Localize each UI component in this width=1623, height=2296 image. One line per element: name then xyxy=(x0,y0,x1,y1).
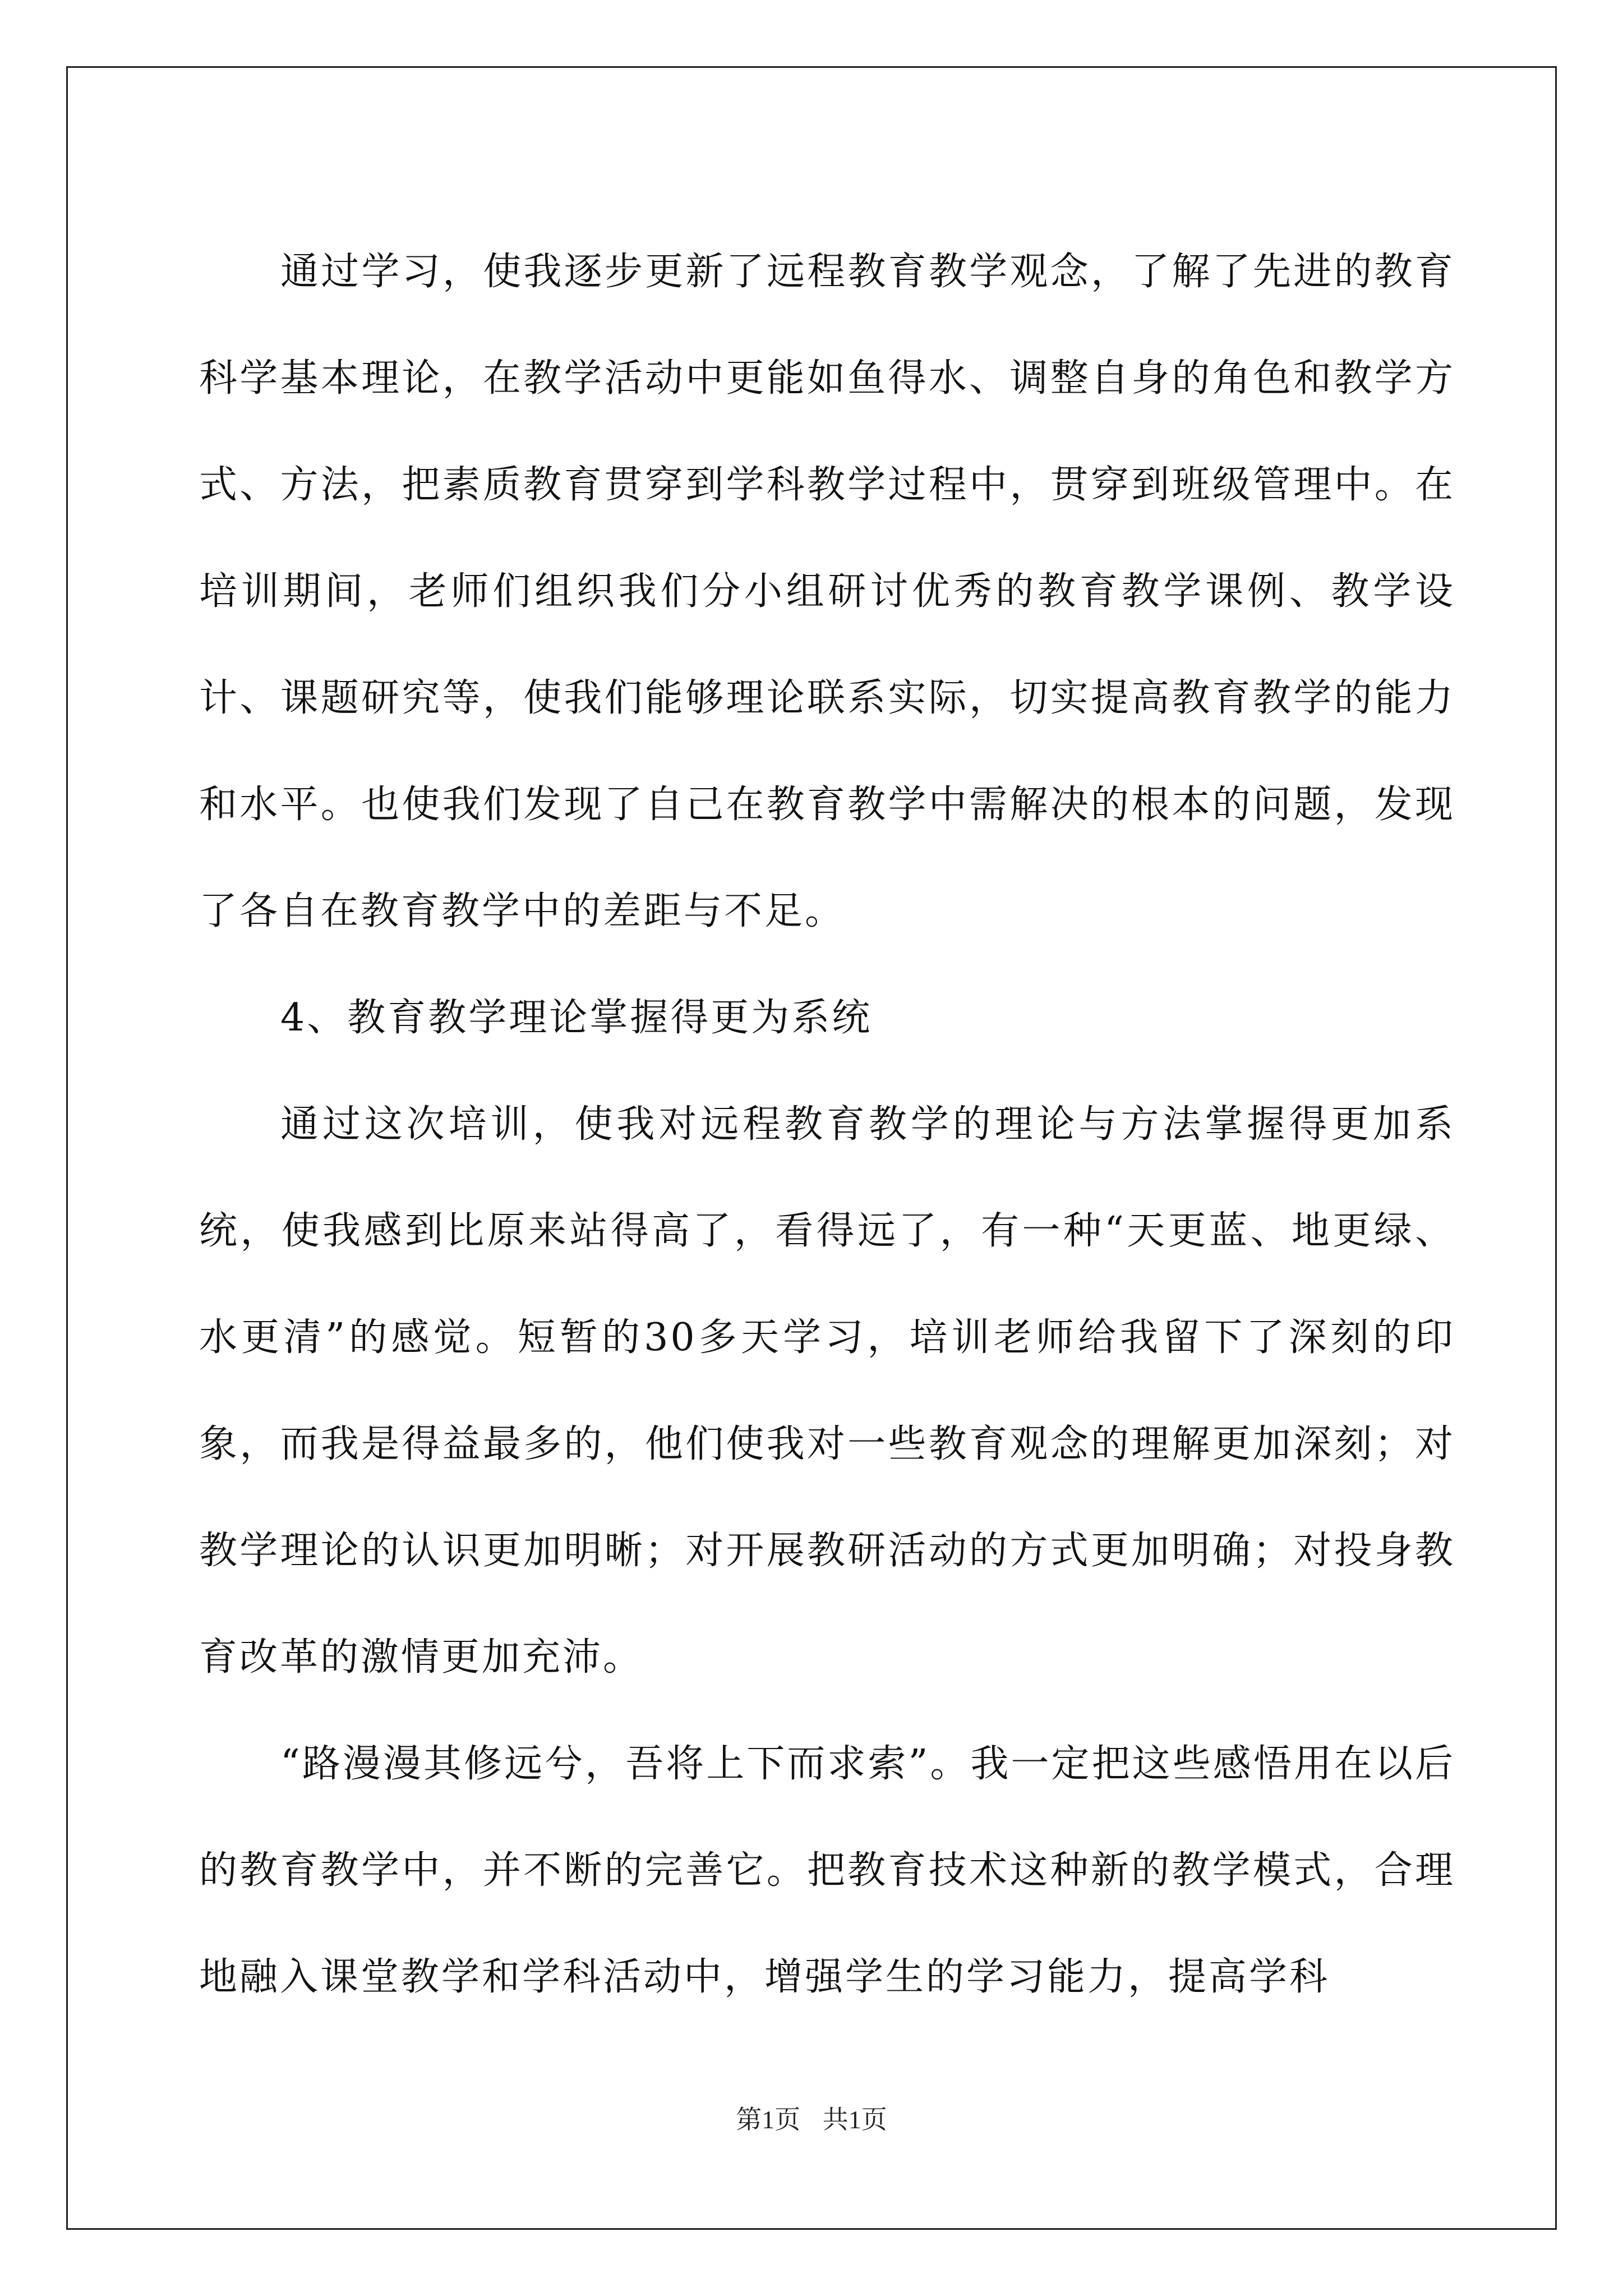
paragraph-1: 通过学习，使我逐步更新了远程教育教学观念，了解了先进的教育科学基本理论，在教学活动中更能如鱼得水、调整自身的角色和教学方式、方法，把素质教育贯穿到学科教学过程中，贯穿到班级管理中。在培训期间，老师们组织我们分小组研讨优秀的教育教学课例、教学设计、课题研究等，使我们能够理论联系实际，切实提高教育教学的能力和水平。也使我们发现了自己在教育教学中需解决的根本的问题，发现了各自在教育教学中的差距与不足。 xyxy=(199,250,1455,933)
document-body xyxy=(199,219,1455,2031)
paragraph-3: “路漫漫其修远兮，吾将上下而求索”。我一定把这些感悟用在以后的教育教学中，并不断的完善它。把教育技术这种新的教学模式，合理地融入课堂教学和学科活动中，增强学生的学习能力，提高学科 xyxy=(199,1742,1455,1999)
page-total: 共1页 xyxy=(822,2105,887,2134)
page-number: 第1页 xyxy=(736,2105,801,2134)
section-heading: 4、教育教学理论掌握得更为系统 xyxy=(280,996,873,1040)
page-footer xyxy=(0,2099,1623,2136)
paragraph-2: 通过这次培训，使我对远程教育教学的理论与方法掌握得更加系统，使我感到比原来站得高了，看得远了，有一种“天更蓝、地更绿、水更清”的感觉。短暂的30多天学习，培训老师给我留下了深刻的印象，而我是得益最多的，他们使我对一些教育观念的理解更加深刻；对教学理论的认识更加明晰；对开展教研活动的方式更加明确；对投身教育改革的激情更加充沛。 xyxy=(199,1102,1455,1680)
